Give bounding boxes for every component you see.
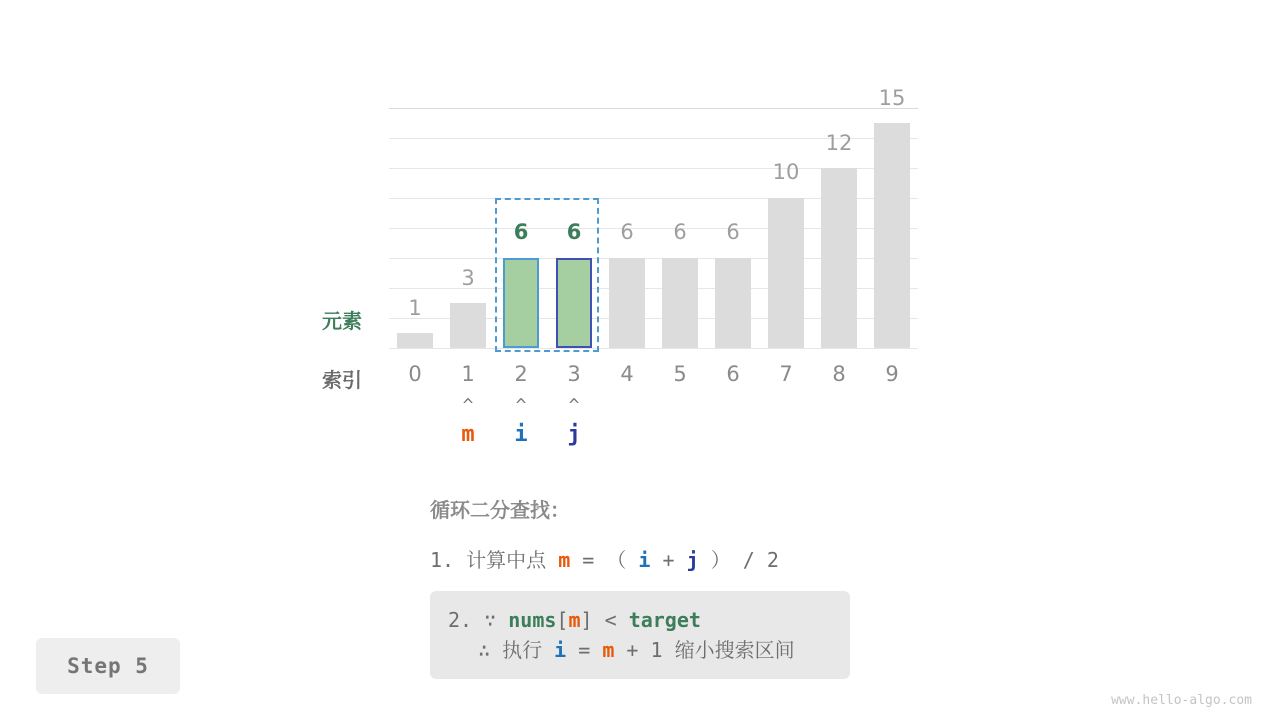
step1-plus: + — [662, 548, 675, 572]
bar-value-9: 15 — [878, 86, 906, 110]
step1-eq: = — [582, 548, 595, 572]
bar-value-5: 6 — [673, 220, 687, 244]
index-label-9: 9 — [885, 362, 899, 386]
index-label-4: 4 — [620, 362, 634, 386]
bar-value-4: 6 — [620, 220, 634, 244]
row-label-element: 元素 — [322, 309, 362, 333]
index-label-0: 0 — [408, 362, 422, 386]
caret-icon-i: ^ — [515, 395, 527, 416]
step2-lt: < — [604, 608, 617, 632]
step2-action-text: 执行 — [502, 638, 543, 662]
step1-var-m: m — [558, 548, 571, 572]
index-label-8: 8 — [832, 362, 846, 386]
caption-title: 循环二分查找： — [430, 498, 570, 522]
bar-value-8: 12 — [825, 131, 853, 155]
caption-step-1 — [430, 545, 950, 575]
bar-6 — [715, 258, 751, 348]
step1-paren-open: （ — [606, 548, 627, 572]
step2-bracket-close: ] — [580, 608, 593, 632]
step2-var-i: i — [554, 638, 567, 662]
row-label-index: 索引 — [322, 368, 362, 392]
step2-because-icon: ∵ — [484, 608, 497, 632]
bar-5 — [662, 258, 698, 348]
step1-two: 2 — [766, 548, 779, 572]
bar-3 — [556, 258, 592, 348]
step2-var-m2: m — [602, 638, 615, 662]
bar-7 — [768, 198, 804, 348]
step2-nums: nums — [508, 608, 557, 632]
bar-value-1: 3 — [461, 266, 475, 290]
step-badge: Step 5 — [36, 638, 180, 694]
bar-value-2: 6 — [513, 220, 529, 244]
index-label-2: 2 — [514, 362, 528, 386]
bar-9 — [874, 123, 910, 348]
bar-4 — [609, 258, 645, 348]
index-label-7: 7 — [779, 362, 793, 386]
bar-value-0: 1 — [408, 296, 422, 320]
index-label-6: 6 — [726, 362, 740, 386]
step2-eq: = — [578, 638, 591, 662]
caption-step-2 — [430, 591, 850, 679]
step2-line-1 — [448, 605, 832, 635]
pointer-label-m: m — [461, 422, 475, 447]
watermark: www.hello-algo.com — [1111, 693, 1252, 708]
bar-0 — [397, 333, 433, 348]
bar-value-3: 6 — [566, 220, 582, 244]
step1-var-j: j — [686, 548, 699, 572]
caret-icon-j: ^ — [568, 395, 580, 416]
step2-line-2 — [448, 635, 832, 665]
step2-tail-text: 缩小搜索区间 — [674, 638, 795, 662]
step1-divide: / — [742, 548, 755, 572]
caption-block — [430, 494, 950, 679]
bar-1 — [450, 303, 486, 348]
pointer-label-i: i — [514, 422, 528, 447]
bar-8 — [821, 168, 857, 348]
step2-therefore-icon: ∴ — [478, 638, 491, 662]
step2-target: target — [628, 608, 701, 632]
index-label-5: 5 — [673, 362, 687, 386]
bar-2 — [503, 258, 539, 348]
step1-var-i: i — [638, 548, 651, 572]
index-label-3: 3 — [567, 362, 581, 386]
step1-number: 1. — [430, 548, 455, 572]
caret-icon-m: ^ — [462, 395, 474, 416]
step2-plus-one: + 1 — [626, 638, 663, 662]
step2-number: 2. — [448, 608, 473, 632]
pointer-label-j: j — [567, 422, 581, 447]
bar-value-7: 10 — [772, 160, 800, 184]
gridline — [389, 348, 918, 349]
step2-bracket-open: [ — [556, 608, 569, 632]
index-label-1: 1 — [461, 362, 475, 386]
step1-paren-close: ） — [710, 548, 731, 572]
bar-value-6: 6 — [726, 220, 740, 244]
step1-text: 计算中点 — [466, 548, 547, 572]
step2-var-m: m — [568, 608, 581, 632]
